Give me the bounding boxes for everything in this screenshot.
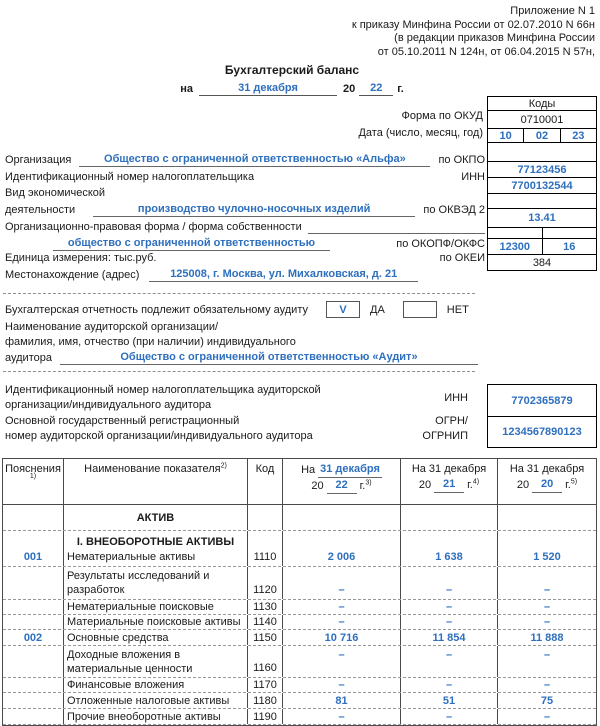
cell-value[interactable]: 51 — [401, 693, 498, 708]
indicator-label: материальные ценности — [67, 662, 193, 675]
indicator-label: Финансовые вложения — [67, 679, 185, 691]
activity-line-2 — [5, 202, 485, 217]
codes-title: Коды — [528, 97, 556, 110]
cell-indicator — [64, 615, 248, 629]
cell-notes — [3, 646, 64, 677]
cell-value[interactable]: 11 854 — [401, 630, 498, 645]
cell-value[interactable]: – — [283, 646, 401, 677]
okfs-value-cell[interactable]: 16 — [542, 239, 597, 254]
organization-line — [5, 152, 485, 167]
cell-value[interactable]: 10 716 — [283, 630, 401, 645]
audit-subject-line — [5, 301, 570, 318]
cell-indicator — [64, 693, 248, 708]
cell-value[interactable]: – — [543, 710, 551, 723]
annex-line: к приказу Минфина России от 02.07.2010 N 66н — [351, 18, 595, 31]
taxpayer-line — [5, 170, 485, 184]
year-century-label: 20 — [342, 83, 356, 95]
inn-value[interactable]: 7700132544 — [488, 177, 596, 193]
header-col-2020: На 31 декабря 20 20 г.$^{5)}$ — [509, 463, 585, 491]
cell-notes — [3, 709, 64, 724]
table-row — [3, 709, 596, 725]
cell-value[interactable]: – — [543, 649, 551, 661]
address-field[interactable]: 125008, г. Москва, ул. Михалковская, д. 21 — [149, 267, 418, 282]
cell-indicator — [64, 567, 248, 599]
okpo-label: по ОКПО — [438, 154, 485, 166]
auditor-ogrn-code-label-1: ОГРН/ — [435, 415, 468, 427]
auditor-name-field[interactable]: Общество с ограниченной ответственностью «Аудит» — [60, 350, 478, 365]
okved-value[interactable]: 13.41 — [488, 208, 596, 227]
legal-form-line-1 — [5, 220, 485, 234]
unit-label: Единица измерения: тыс.руб. — [5, 252, 157, 264]
date-year-cell[interactable]: 23 — [560, 129, 596, 142]
auditor-name-label-2: фамилия, имя, отчество (при наличии) индивидуального — [5, 336, 296, 348]
empty-cell — [488, 227, 596, 238]
report-date-line — [0, 81, 584, 96]
header-year-field[interactable]: 22 — [327, 478, 357, 494]
audit-no-label: НЕТ — [446, 303, 469, 316]
cell-notes — [3, 567, 64, 599]
form-title: Бухгалтерский баланс — [224, 63, 360, 77]
audit-yes-checkbox[interactable] — [326, 301, 360, 318]
annex-reference — [352, 5, 595, 59]
report-date-field[interactable]: 31 декабря — [199, 81, 337, 96]
cell-value[interactable]: – — [401, 678, 498, 692]
cell-indicator — [64, 630, 248, 645]
cell-code: 1180 — [248, 693, 283, 708]
auditor-inn-code-label: ИНН — [444, 392, 468, 404]
auditor-ogrn-value[interactable]: 1234567890123 — [488, 416, 596, 447]
cell-value[interactable]: – — [401, 615, 498, 629]
unit-line — [5, 251, 485, 265]
cell-code: 1190 — [248, 709, 283, 724]
auditor-inn-label-2: организации/индивидуального аудитора — [5, 399, 212, 411]
annex-line: (в редакции приказов Минфина России — [394, 32, 595, 44]
audit-no-checkbox[interactable] — [403, 301, 437, 318]
cell-value[interactable]: 1 638 — [401, 531, 498, 566]
cell-value[interactable]: 81 — [283, 693, 401, 708]
section-title: I. ВНЕОБОРОТНЫЕ АКТИВЫ — [76, 536, 235, 548]
audit-subject-label: Бухгалтерская отчетность подлежит обязательному аудиту — [5, 303, 308, 316]
cell-value[interactable]: – — [543, 601, 551, 613]
auditor-ogrn-label-2: номер аудиторской организации/индивидуального аудитора — [5, 430, 313, 442]
cell-value[interactable]: – — [401, 709, 498, 724]
table-header-row — [3, 459, 596, 505]
header-col-2021: На 31 декабря 20 21 г.$^{4)}$ — [401, 459, 498, 504]
indicator-label: Основные средства — [67, 631, 169, 644]
group-title: АКТИВ — [136, 511, 175, 524]
cell-notes — [3, 693, 64, 708]
auditor-name-line-1 — [5, 320, 485, 334]
cell-value — [283, 505, 401, 530]
cell-code: 1150 — [248, 630, 283, 645]
cell-indicator — [64, 709, 248, 724]
cell-notes — [3, 505, 64, 530]
cell-group-title — [64, 505, 248, 530]
auditor-ogrn-label-1: Основной государственный регистрационный — [5, 415, 240, 427]
cell-notes — [3, 615, 64, 629]
auditor-name-label-1: Наименование аудиторской организации/ — [5, 321, 219, 333]
auditor-inn-label-1: Идентификационный номер налогоплательщика аудиторской — [5, 384, 321, 396]
okved-label: по ОКВЭД 2 — [423, 204, 485, 216]
cell-value[interactable]: 75 — [540, 694, 554, 707]
audit-yes-label: ДА — [370, 303, 385, 316]
separator — [3, 293, 475, 294]
cell-value[interactable]: – — [543, 679, 551, 691]
checkmark: V — [339, 303, 347, 316]
header-date-field[interactable]: 31 декабря — [318, 462, 382, 478]
year-suffix-label: г. — [397, 83, 404, 95]
annex-line: Приложение N 1 — [510, 5, 595, 17]
cell-value[interactable]: – — [401, 646, 498, 677]
table-row — [3, 678, 596, 693]
indicator-label: Нематериальные поисковые — [67, 601, 214, 613]
empty-cell — [488, 193, 596, 208]
cell-value[interactable]: – — [283, 567, 401, 599]
date-month-cell[interactable]: 02 — [523, 129, 559, 142]
okopf-cells — [488, 238, 596, 254]
taxpayer-label: Идентификационный номер налогоплательщика — [5, 171, 255, 183]
cell-value[interactable]: 11 888 — [530, 631, 564, 644]
cell-indicator — [64, 646, 248, 677]
auditor-codes-box — [487, 384, 597, 448]
organization-name-field[interactable]: Общество с ограниченной ответственностью «Альфа» — [79, 152, 430, 167]
cell-value[interactable]: – — [543, 584, 551, 596]
report-year-field[interactable]: 22 — [359, 81, 393, 96]
indicator-label: Нематериальные активы — [67, 551, 196, 563]
inn-label: ИНН — [461, 171, 485, 183]
cell-notes: 002 — [3, 630, 64, 645]
date-day-cell[interactable]: 10 — [499, 129, 512, 142]
cell-code: 1120 — [248, 567, 283, 599]
legal-form-empty-field[interactable] — [308, 221, 485, 234]
cell-value[interactable]: – — [283, 600, 401, 614]
header-indicator: Наименование показателя$^{2)}$ — [64, 459, 248, 504]
header-col-2022: На 31 декабря 20 22 г.$^{3)}$ — [283, 459, 401, 504]
table-body — [3, 505, 596, 725]
cell-indicator — [64, 600, 248, 614]
okopf-label: по ОКОПФ/ОКФС — [396, 238, 485, 250]
indicator-label: разработок — [67, 584, 125, 596]
annex-line: от 05.10.2011 N 124н, от 06.04.2015 N 57н, — [377, 45, 595, 58]
cell-code: 1170 — [248, 678, 283, 692]
auditor-name-line-3 — [5, 350, 478, 365]
cell-indicator — [64, 531, 248, 566]
activity-field[interactable]: производство чулочно-носочных изделий — [93, 202, 415, 217]
header-notes: Пояснения 1) — [3, 459, 64, 504]
okei-value: 384 — [488, 254, 596, 270]
table-row — [3, 630, 596, 646]
organization-label: Организация — [5, 154, 72, 166]
legal-form-label: Организационно-правовая форма / форма собственности — [5, 221, 302, 233]
date-prefix-label: на — [180, 83, 193, 95]
table-row — [3, 600, 596, 615]
table-row — [3, 567, 596, 600]
cell-code: 1160 — [248, 646, 283, 677]
codes-box — [487, 96, 597, 271]
cell-code: 1140 — [248, 615, 283, 629]
header-year-field[interactable]: 20 — [532, 477, 562, 493]
cell-notes — [3, 678, 64, 692]
cell-value[interactable]: – — [283, 709, 401, 724]
legal-form-field[interactable]: общество с ограниченной ответственностью — [53, 236, 330, 251]
table-row — [3, 646, 596, 678]
table-row — [3, 615, 596, 630]
table-row — [3, 505, 596, 531]
activity-label-1: Вид экономической — [5, 187, 106, 199]
table-row — [3, 693, 596, 709]
activity-label-2: деятельности — [5, 204, 76, 216]
cell-notes: 001 — [3, 531, 64, 566]
indicator-label: Отложенные налоговые активы — [67, 694, 230, 707]
address-label: Местонахождение (адрес) — [5, 269, 140, 281]
header-code: Код — [248, 459, 283, 504]
indicator-label: Доходные вложения в — [67, 648, 181, 661]
cell-value — [401, 505, 498, 530]
balance-table — [2, 458, 597, 726]
cell-indicator — [64, 678, 248, 692]
cell-value[interactable]: 2 006 — [283, 531, 401, 566]
table-row — [3, 531, 596, 567]
address-line — [5, 267, 418, 282]
cell-code — [248, 505, 283, 530]
okud-value: 0710001 — [488, 110, 596, 128]
cell-notes — [3, 600, 64, 614]
okud-label: Форма по ОКУД — [401, 110, 483, 122]
indicator-label: Материальные поисковые активы — [67, 616, 241, 628]
cell-value[interactable]: 1 520 — [533, 551, 561, 563]
auditor-name-label-3: аудитора — [5, 352, 52, 364]
cell-value[interactable]: – — [283, 678, 401, 692]
activity-line-1 — [5, 186, 485, 200]
cell-value[interactable]: – — [401, 600, 498, 614]
empty-cell — [488, 142, 596, 161]
okopf-value-cell[interactable]: 12300 — [499, 240, 531, 253]
cell-code: 1130 — [248, 600, 283, 614]
cell-value[interactable]: – — [543, 616, 551, 628]
okei-label: по ОКЕИ — [439, 252, 485, 264]
cell-value[interactable]: – — [401, 567, 498, 599]
date-cells — [488, 128, 596, 142]
cell-value — [498, 505, 596, 530]
separator — [3, 371, 475, 372]
legal-form-line-2 — [5, 236, 485, 251]
cell-value[interactable]: – — [283, 615, 401, 629]
header-year-field[interactable]: 21 — [434, 477, 464, 493]
date-label: Дата (число, месяц, год) — [358, 127, 483, 139]
cell-code: 1110 — [248, 531, 283, 566]
auditor-ogrn-code-label-2: ОГРНИП — [422, 430, 468, 442]
indicator-label: Прочие внеоборотные активы — [67, 710, 221, 723]
okpo-value[interactable]: 77123456 — [488, 161, 596, 177]
auditor-inn-value[interactable]: 7702365879 — [511, 394, 573, 407]
indicator-label: Результаты исследований и — [67, 570, 210, 582]
auditor-name-line-2 — [5, 335, 485, 349]
